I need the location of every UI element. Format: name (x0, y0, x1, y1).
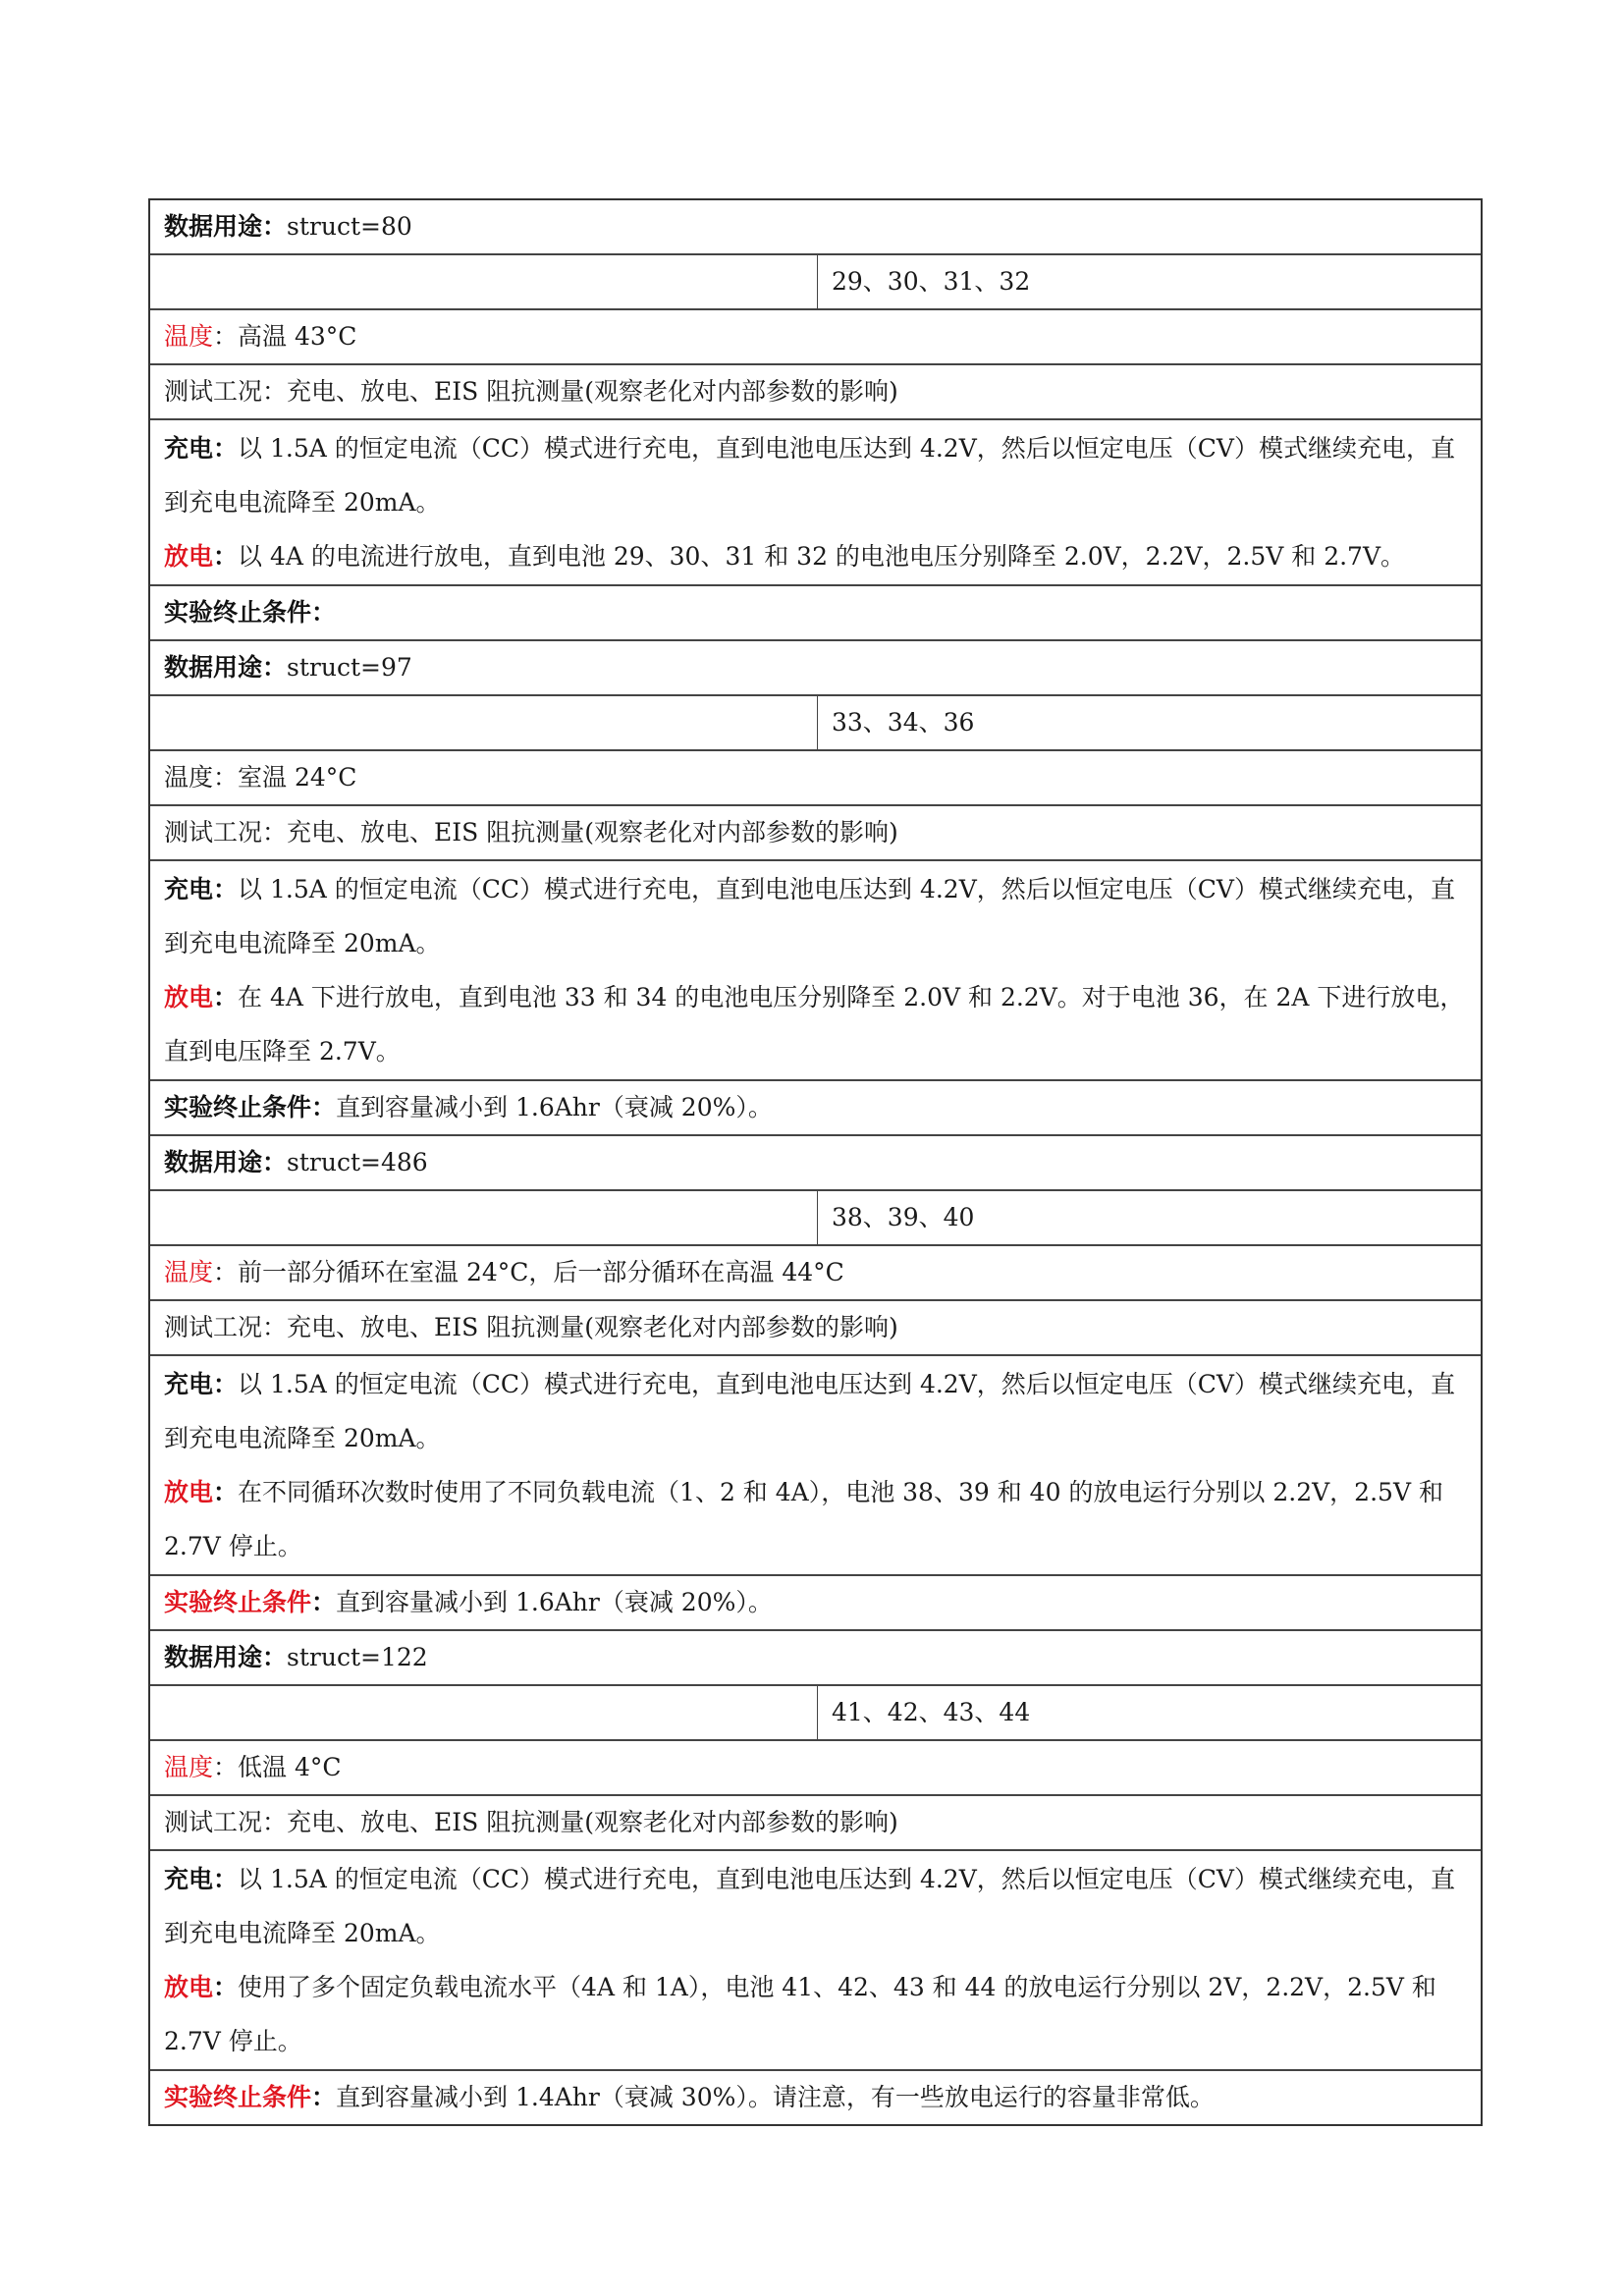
data-use-row (150, 1631, 1481, 1686)
data-use-row (150, 1136, 1481, 1191)
battery-row (150, 696, 1481, 751)
data-use-row (150, 200, 1481, 255)
temperature-value: 高温 43°C (238, 322, 357, 351)
temperature-label: 温度 (164, 322, 214, 351)
termination-label: 实验终止条件 (164, 1588, 312, 1616)
discharge-label: 放电 (164, 983, 214, 1011)
temperature-row: 温度：高温 43°C (150, 310, 1481, 365)
data-use-label: 数据用途： (164, 1643, 288, 1671)
charge-paragraph: 充电：以 1.5A 的恒定电流（CC）模式进行充电，直到电池电压达到 4.2V，然后以恒定电压（CV）模式继续充电，直到充电电流降至 20mA。 (164, 434, 1455, 517)
termination-text: 直到容量减小到 1.6Ahr（衰减 20%）。 (336, 1588, 773, 1616)
termination-label: 实验终止条件 (164, 2083, 312, 2111)
data-use-value: struct=97 (287, 653, 412, 682)
termination-row: 实验终止条件：直到容量减小到 1.6Ahr（衰减 20%）。 (150, 1081, 1481, 1136)
battery-row (150, 1191, 1481, 1246)
data-use-value: struct=80 (287, 212, 412, 241)
charge-label: 充电 (164, 434, 214, 463)
termination-label: 实验终止条件： (164, 598, 337, 627)
data-use-label: 数据用途： (164, 653, 288, 682)
charge-discharge-row (150, 861, 1481, 1081)
discharge-text: 在不同循环次数时使用了不同负载电流（1、2 和 4A），电池 38、39 和 40 的放电运行分别以 2.2V，2.5V 和 2.7V 停止。 (164, 1478, 1443, 1560)
discharge-text: 在 4A 下进行放电，直到电池 33 和 34 的电池电压分别降至 2.0V 和 2.2V。对于电池 36，在 2A 下进行放电，直到电压降至 2.7V。 (164, 983, 1465, 1066)
termination-row: 实验终止条件：直到容量减小到 1.4Ahr（衰减 30%）。请注意，有一些放电运行的容量非常低。 (164, 2083, 1215, 2111)
empty-cell (150, 1686, 818, 1739)
test-condition-label: 测试工况： (164, 818, 288, 847)
temperature-value: 低温 4°C (238, 1753, 342, 1781)
charge-label: 充电 (164, 1865, 214, 1893)
test-condition-value: 充电、放电、EIS 阻抗测量(观察老化对内部参数的影响) (287, 1808, 898, 1836)
discharge-paragraph: 放电：以 4A 的电流进行放电，直到电池 29、30、31 和 32 的电池电压分别降至 2.0V，2.2V，2.5V 和 2.7V。 (164, 542, 1406, 571)
test-condition-row (150, 806, 1481, 861)
battery-ids: 38、39、40 (832, 1203, 975, 1231)
termination-label: 实验终止条件 (164, 1093, 312, 1121)
termination-row (150, 586, 1481, 641)
battery-ids: 29、30、31、32 (832, 267, 1031, 296)
charge-text: 以 1.5A 的恒定电流（CC）模式进行充电，直到电池电压达到 4.2V，然后以恒定电压（CV）模式继续充电，直到充电电流降至 20mA。 (164, 1865, 1455, 1947)
data-use-value: struct=122 (287, 1643, 428, 1671)
battery-row (150, 1686, 1481, 1741)
data-use-value: struct=486 (287, 1148, 428, 1176)
empty-cell (150, 1191, 818, 1244)
battery-ids: 33、34、36 (832, 708, 975, 737)
data-use-label: 数据用途： (164, 1148, 288, 1176)
battery-row (150, 255, 1481, 310)
charge-discharge-row (150, 1851, 1481, 2071)
test-condition-label: 测试工况： (164, 1313, 288, 1341)
discharge-text: 使用了多个固定负载电流水平（4A 和 1A），电池 41、42、43 和 44 的放电运行分别以 2V，2.2V，2.5V 和 2.7V 停止。 (164, 1973, 1436, 2055)
charge-paragraph: 充电：以 1.5A 的恒定电流（CC）模式进行充电，直到电池电压达到 4.2V，然后以恒定电压（CV）模式继续充电，直到充电电流降至 20mA。 (164, 1865, 1455, 1947)
data-use-row (150, 641, 1481, 696)
test-condition-row (150, 1796, 1481, 1851)
temperature-value: 前一部分循环在室温 24°C，后一部分循环在高温 44°C (238, 1258, 844, 1286)
test-condition-value: 充电、放电、EIS 阻抗测量(观察老化对内部参数的影响) (287, 377, 898, 406)
empty-cell (150, 255, 818, 308)
charge-paragraph: 充电：以 1.5A 的恒定电流（CC）模式进行充电，直到电池电压达到 4.2V，然后以恒定电压（CV）模式继续充电，直到充电电流降至 20mA。 (164, 1370, 1455, 1452)
empty-cell (150, 696, 818, 749)
test-condition-value: 充电、放电、EIS 阻抗测量(观察老化对内部参数的影响) (287, 818, 898, 847)
test-condition-label: 测试工况： (164, 377, 288, 406)
discharge-paragraph: 放电：使用了多个固定负载电流水平（4A 和 1A），电池 41、42、43 和 44 的放电运行分别以 2V，2.2V，2.5V 和 2.7V 停止。 (164, 1973, 1436, 2055)
charge-paragraph: 充电：以 1.5A 的恒定电流（CC）模式进行充电，直到电池电压达到 4.2V，然后以恒定电压（CV）模式继续充电，直到充电电流降至 20mA。 (164, 875, 1455, 957)
charge-text: 以 1.5A 的恒定电流（CC）模式进行充电，直到电池电压达到 4.2V，然后以恒定电压（CV）模式继续充电，直到充电电流降至 20mA。 (164, 875, 1455, 957)
test-condition-value: 充电、放电、EIS 阻抗测量(观察老化对内部参数的影响) (287, 1313, 898, 1341)
charge-label: 充电 (164, 875, 214, 903)
discharge-label: 放电 (164, 1973, 214, 2001)
charge-text: 以 1.5A 的恒定电流（CC）模式进行充电，直到电池电压达到 4.2V，然后以恒定电压（CV）模式继续充电，直到充电电流降至 20mA。 (164, 434, 1455, 517)
battery-ids: 41、42、43、44 (832, 1698, 1031, 1726)
temperature-value: 室温 24°C (238, 763, 357, 792)
termination-text: 直到容量减小到 1.6Ahr（衰减 20%）。 (336, 1093, 773, 1121)
discharge-paragraph: 放电：在不同循环次数时使用了不同负载电流（1、2 和 4A），电池 38、39 和 40 的放电运行分别以 2.2V，2.5V 和 2.7V 停止。 (164, 1478, 1443, 1560)
discharge-label: 放电 (164, 1478, 214, 1506)
charge-text: 以 1.5A 的恒定电流（CC）模式进行充电，直到电池电压达到 4.2V，然后以恒定电压（CV）模式继续充电，直到充电电流降至 20mA。 (164, 1370, 1455, 1452)
charge-discharge-row (150, 420, 1481, 586)
data-use-label: 数据用途： (164, 212, 288, 241)
test-condition-label: 测试工况： (164, 1808, 288, 1836)
termination-row: 实验终止条件：直到容量减小到 1.6Ahr（衰减 20%）。 (150, 1576, 1481, 1631)
discharge-paragraph: 放电：在 4A 下进行放电，直到电池 33 和 34 的电池电压分别降至 2.0V 和 2.2V。对于电池 36，在 2A 下进行放电，直到电压降至 2.7V。 (164, 983, 1465, 1066)
temperature-label: 温度 (164, 1753, 214, 1781)
temperature-label: 温度 (164, 1258, 214, 1286)
termination-text: 直到容量减小到 1.4Ahr（衰减 30%）。请注意，有一些放电运行的容量非常低。 (336, 2083, 1215, 2111)
temperature-label: 温度 (164, 763, 214, 792)
temperature-row: 温度：室温 24°C (150, 751, 1481, 806)
experiment-table (148, 198, 1483, 2126)
charge-label: 充电 (164, 1370, 214, 1398)
temperature-row: 温度：前一部分循环在室温 24°C，后一部分循环在高温 44°C (150, 1246, 1481, 1301)
test-condition-row (150, 1301, 1481, 1356)
temperature-row: 温度：低温 4°C (150, 1741, 1481, 1796)
charge-discharge-row (150, 1356, 1481, 1576)
discharge-label: 放电 (164, 542, 214, 571)
test-condition-row (150, 365, 1481, 420)
discharge-text: 以 4A 的电流进行放电，直到电池 29、30、31 和 32 的电池电压分别降至 2.0V，2.2V，2.5V 和 2.7V。 (238, 542, 1406, 571)
